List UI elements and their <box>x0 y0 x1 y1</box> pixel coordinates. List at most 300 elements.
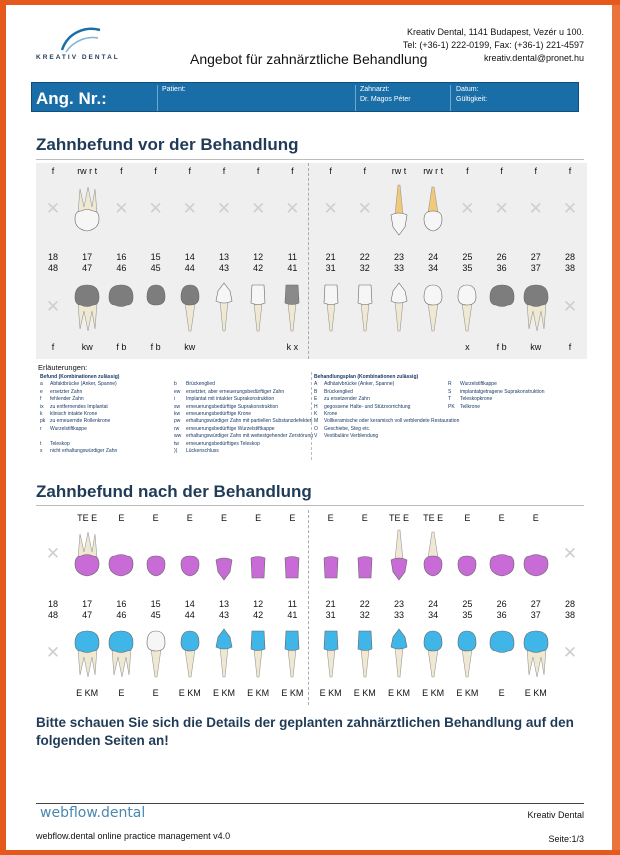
lower-finding-label: kw <box>530 342 542 352</box>
lower-tooth-icon <box>107 281 135 340</box>
lower-tooth-number: 45 <box>150 263 161 273</box>
upper-tooth-number: 24 <box>428 599 439 609</box>
dentist-name: Dr. Magos Péter <box>360 96 411 103</box>
upper-tooth-number: 11 <box>287 599 298 609</box>
legend-findings-code: ix <box>40 403 44 410</box>
upper-finding-label: f <box>363 166 367 176</box>
legend-plan <box>314 374 582 441</box>
legend-findings-code: tw <box>174 440 179 447</box>
patient-field <box>162 85 186 95</box>
lower-tooth-number: 34 <box>428 263 439 273</box>
missing-tooth-mark: ✕ <box>323 199 338 219</box>
dentist-label: Zahnarzt: <box>360 86 390 93</box>
lower-tooth-number: 42 <box>253 610 264 620</box>
legend-plan-text: Adhäsivbrücke (Anker, Spanne) <box>324 381 395 388</box>
legend-plan-row <box>314 381 582 388</box>
legend <box>36 362 582 462</box>
legend-findings-row <box>40 426 310 433</box>
upper-finding-label: f <box>568 166 572 176</box>
lower-finding-label: E KM <box>319 688 342 698</box>
upper-finding-label: TE E <box>77 513 98 523</box>
legend-plan-code: R <box>448 381 452 388</box>
legend-plan-text: Brückenglied <box>324 388 353 395</box>
missing-tooth-mark: ✕ <box>460 199 475 219</box>
upper-tooth-icon <box>351 528 379 587</box>
lower-tooth-icon <box>244 627 272 686</box>
missing-tooth-mark: ✕ <box>285 199 300 219</box>
upper-tooth-icon <box>317 528 345 587</box>
lower-tooth-number: 46 <box>116 610 127 620</box>
legend-plan-text: Wurzelstiftkappe <box>460 381 497 388</box>
lower-tooth-icon <box>351 627 379 686</box>
legend-findings-list <box>40 381 314 455</box>
upper-tooth-icon <box>488 528 516 587</box>
legend-plan-text: Krone <box>324 410 338 417</box>
lower-tooth-icon <box>107 627 135 686</box>
legend-findings-code: pk <box>40 418 46 425</box>
lower-finding-label: E KM <box>178 688 201 698</box>
upper-finding-label: f <box>120 166 123 176</box>
legend-findings-row <box>40 389 310 396</box>
after-title: Zahnbefund nach der Behandlung <box>36 482 312 501</box>
lower-tooth-number: 41 <box>287 263 298 273</box>
legend-findings-text: zu entfernendes Implantat <box>50 403 108 410</box>
missing-tooth-mark: ✕ <box>562 544 578 564</box>
missing-tooth-mark: ✕ <box>251 199 266 219</box>
upper-finding-label: f <box>222 166 226 176</box>
lower-tooth-number: 32 <box>359 610 370 620</box>
banner-divider <box>355 85 356 111</box>
legend-findings-code: ww <box>174 433 182 440</box>
lower-finding-label: E KM <box>422 688 445 698</box>
after-title-rule <box>36 505 584 506</box>
legend-findings-text: erneuerungsbedürftiges Teleskop <box>186 440 260 447</box>
upper-tooth-icon <box>522 528 550 587</box>
lower-tooth-icon <box>73 281 101 340</box>
upper-finding-label: E <box>464 513 471 523</box>
upper-tooth-number: 17 <box>82 252 93 262</box>
upper-tooth-icon <box>210 528 238 587</box>
legend-findings-row <box>40 381 310 388</box>
upper-tooth-number: 13 <box>218 599 229 609</box>
lower-tooth-number: 35 <box>462 610 473 620</box>
page-number: Seite:1/3 <box>548 834 584 844</box>
company-address: Kreativ Dental, 1141 Budapest, Vezér u 100. <box>407 27 584 37</box>
lower-finding-label: E KM <box>247 688 270 698</box>
legend-findings-code: k <box>40 410 43 417</box>
lower-tooth-number: 35 <box>462 263 473 273</box>
lower-finding-label: E KM <box>456 688 479 698</box>
upper-tooth-number: 26 <box>496 599 507 609</box>
legend-plan-text: Geschiebe, Steg etc. <box>324 425 371 432</box>
upper-tooth-icon <box>419 528 447 587</box>
legend-findings-row <box>40 433 314 440</box>
upper-finding-label: E <box>152 513 159 523</box>
upper-finding-label: E <box>361 513 368 523</box>
legend-plan-row <box>314 433 582 440</box>
legend-findings-text: Teleskop <box>50 440 70 447</box>
upper-finding-label: f <box>256 166 260 176</box>
legend-plan-row <box>314 418 582 425</box>
before-title: Zahnbefund vor der Behandlung <box>36 135 299 154</box>
legend-findings-code: b <box>174 381 177 388</box>
legend-findings-row <box>40 418 313 425</box>
lower-tooth-number: 48 <box>47 263 58 273</box>
lower-finding-label: f <box>51 342 55 352</box>
legend-findings-text: Abfaktbrücke (Anker, Spanne) <box>50 381 117 388</box>
upper-tooth-icon <box>176 528 204 587</box>
upper-finding-label: E <box>498 513 505 523</box>
lower-finding-label: E KM <box>281 688 304 698</box>
legend-findings-text: Wurzelstiftkappe <box>50 425 87 432</box>
patient-label: Patient: <box>162 86 186 93</box>
upper-tooth-icon <box>419 183 447 242</box>
footer-rule <box>36 803 584 804</box>
upper-tooth-number: 16 <box>116 599 127 609</box>
lower-finding-label: E KM <box>212 688 235 698</box>
legend-plan-list <box>314 381 582 440</box>
upper-tooth-number: 27 <box>530 252 541 262</box>
lower-tooth-icon <box>351 281 379 340</box>
missing-tooth-mark: ✕ <box>357 199 372 219</box>
legend-findings-code: a <box>40 381 43 388</box>
legend-findings-code: sw <box>174 403 181 410</box>
upper-tooth-number: 11 <box>287 252 298 262</box>
lower-tooth-icon <box>453 281 481 340</box>
upper-finding-label: f <box>534 166 538 176</box>
tooth-chart-before <box>36 163 582 359</box>
webflow-logo: webflow.dental <box>40 805 146 821</box>
legend-findings-text: erneuerungsbedürftige Wurzelstiftkappe <box>186 425 275 432</box>
lower-tooth-icon <box>419 281 447 340</box>
lower-tooth-number: 31 <box>325 610 336 620</box>
upper-finding-label: TE E <box>388 513 409 523</box>
missing-tooth-mark: ✕ <box>528 199 543 219</box>
upper-finding-label: E <box>327 513 334 523</box>
upper-tooth-number: 15 <box>150 599 161 609</box>
upper-finding-label: rw r t <box>423 166 444 176</box>
legend-findings-code: e <box>40 388 43 395</box>
lower-finding-label: x <box>465 342 470 352</box>
lower-tooth-number: 36 <box>496 610 507 620</box>
lower-tooth-icon <box>488 281 516 340</box>
document-title: Angebot für zahnärztliche Behandlung <box>190 51 428 67</box>
upper-finding-label: E <box>186 513 193 523</box>
upper-tooth-number: 21 <box>325 599 336 609</box>
legend-findings-title: Befund (Kombinationen zulässig) <box>40 374 120 380</box>
upper-tooth-number: 28 <box>564 599 575 609</box>
before-title-rule <box>36 159 584 160</box>
upper-finding-label: E <box>289 513 296 523</box>
legend-plan-text: Vestibuläre Verblendung <box>324 433 379 440</box>
upper-finding-label: E <box>255 513 262 523</box>
upper-tooth-icon <box>453 528 481 587</box>
upper-tooth-number: 22 <box>359 599 370 609</box>
lower-tooth-icon <box>176 627 204 686</box>
legend-findings-row <box>40 448 310 455</box>
upper-tooth-number: 25 <box>462 252 473 262</box>
lower-tooth-number: 43 <box>218 263 229 273</box>
upper-tooth-number: 15 <box>150 252 161 262</box>
legend-findings-code: i <box>174 396 176 403</box>
legend-plan-code: A <box>314 381 318 388</box>
lower-tooth-icon <box>317 281 345 340</box>
legend-findings-text: erhaltungswürdiger Zahn mit partiellen Substanzdefekten <box>186 418 313 425</box>
lower-finding-label: E KM <box>76 688 99 698</box>
legend-findings-text: zu erneuernde Rollenkrone <box>50 418 111 425</box>
legend-findings-code: ew <box>174 388 181 395</box>
legend-findings-text: Brückenglied <box>186 381 215 388</box>
banner-divider <box>450 85 451 111</box>
upper-tooth-number: 22 <box>359 252 370 262</box>
footer-product: webflow.dental online practice management v4.0 <box>36 831 231 841</box>
offer-banner <box>31 82 579 112</box>
upper-tooth-icon <box>73 183 101 242</box>
upper-tooth-icon <box>244 528 272 587</box>
lower-tooth-number: 47 <box>82 263 93 273</box>
lower-tooth-number: 44 <box>184 263 195 273</box>
lower-tooth-number: 38 <box>564 263 575 273</box>
valid-label: Gültigkeit: <box>456 96 488 103</box>
missing-tooth-mark: ✕ <box>45 544 61 564</box>
frame-bottom <box>0 850 620 855</box>
lower-tooth-number: 41 <box>287 610 298 620</box>
legend-plan-row <box>314 396 582 403</box>
lower-finding-label: f <box>568 342 572 352</box>
legend-plan-code: E <box>314 396 318 403</box>
missing-tooth-mark: ✕ <box>494 199 509 219</box>
company-email: kreativ.dental@pronet.hu <box>483 53 584 63</box>
missing-tooth-mark: ✕ <box>114 199 129 219</box>
legend-plan-code: O <box>314 425 318 432</box>
upper-finding-label: f <box>154 166 157 176</box>
legend-findings-text: nicht erhaltungswürdiger Zahn <box>50 447 118 454</box>
legend-findings-text: erneuerungsbedürftige Suprakonstruktion <box>186 403 279 410</box>
upper-tooth-number: 25 <box>462 599 473 609</box>
upper-tooth-icon <box>73 528 101 587</box>
missing-tooth-mark: ✕ <box>45 643 61 663</box>
legend-plan-code: T <box>448 396 452 403</box>
legend-findings-row <box>40 441 310 448</box>
company-info <box>403 26 584 65</box>
upper-tooth-icon <box>107 528 135 587</box>
upper-tooth-number: 13 <box>218 252 229 262</box>
frame-right <box>612 0 620 855</box>
date-label: Datum: <box>456 86 479 93</box>
upper-tooth-number: 26 <box>496 252 507 262</box>
lower-finding-label: f b <box>150 342 161 352</box>
legend-findings-text: fehlender Zahn <box>50 396 84 403</box>
upper-finding-label: f <box>329 166 332 176</box>
lower-tooth-icon <box>453 627 481 686</box>
upper-finding-label: E <box>118 513 125 523</box>
upper-finding-label: f <box>500 166 503 176</box>
lower-tooth-number: 43 <box>218 610 229 620</box>
legend-findings-row <box>40 396 310 403</box>
lower-tooth-icon <box>419 627 447 686</box>
missing-tooth-mark: ✕ <box>562 297 578 317</box>
legend-plan-row <box>314 411 582 418</box>
legend-plan-title: Behandlungsplan (Kombinationen zulässig) <box>314 374 419 380</box>
lower-tooth-icon <box>317 627 345 686</box>
legend-findings-text: erneuerungsbedürftige Krone <box>186 410 252 417</box>
legend-plan-code: V <box>314 433 318 440</box>
legend-findings-code: kw <box>174 410 181 417</box>
legend-findings-text: ersetzter, aber erneuerungsbedürftiger Zahn <box>186 388 285 395</box>
upper-tooth-number: 12 <box>253 599 264 609</box>
legend-plan-code: B <box>314 388 318 395</box>
notice-text: Bitte schauen Sie sich die Details der geplanten zahnärztlichen Behandlung auf den folgenden Seiten an! <box>36 715 574 748</box>
lower-finding-label: E <box>118 688 125 698</box>
legend-plan-code: M <box>314 418 319 425</box>
legend-findings-row <box>40 411 310 418</box>
legend-plan-text: implantatgetragene Suprakonstruktion <box>460 388 545 395</box>
lower-tooth-number: 36 <box>496 263 507 273</box>
upper-tooth-number: 14 <box>184 599 195 609</box>
upper-finding-label: E <box>532 513 539 523</box>
missing-tooth-mark: ✕ <box>562 643 578 663</box>
legend-findings-text: Lückenschluss <box>186 447 219 454</box>
legend-findings-code: rw <box>174 425 180 432</box>
legend-heading: Erläuterungen: <box>38 363 88 372</box>
lower-tooth-number: 45 <box>150 610 161 620</box>
logo-text: KREATIV DENTAL <box>36 54 120 61</box>
company-phone: Tel: (+36-1) 222-0199, Fax: (+36-1) 221-4597 <box>402 40 584 50</box>
lower-finding-label: E <box>152 688 159 698</box>
legend-plan-code: S <box>448 388 452 395</box>
lower-tooth-number: 33 <box>393 610 404 620</box>
lower-tooth-number: 47 <box>82 610 93 620</box>
legend-findings-code: )( <box>174 447 178 454</box>
footer-company: Kreativ Dental <box>527 810 584 820</box>
upper-finding-label: f <box>291 166 294 176</box>
upper-tooth-number: 23 <box>393 599 404 609</box>
lower-finding-label: E KM <box>353 688 376 698</box>
lower-finding-label: k x <box>286 342 299 352</box>
lower-tooth-number: 38 <box>564 610 575 620</box>
upper-finding-label: E <box>220 513 227 523</box>
lower-finding-label: kw <box>81 342 93 352</box>
legend-findings-text: Implantat mit intakter Suprakonstruktion <box>186 396 275 403</box>
upper-tooth-number: 18 <box>47 252 58 262</box>
upper-finding-label: TE E <box>423 513 444 523</box>
upper-finding-label: f <box>466 166 469 176</box>
lower-tooth-icon <box>385 627 413 686</box>
lower-tooth-number: 37 <box>530 263 541 273</box>
lower-tooth-number: 37 <box>530 610 541 620</box>
legend-findings <box>40 374 314 455</box>
legend-plan-text: gegossene Halte- und Stützvorrichtung <box>324 403 411 410</box>
offer-number-label: Ang. Nr.: <box>36 89 107 108</box>
lower-tooth-number: 32 <box>359 263 370 273</box>
legend-plan-row <box>314 389 582 396</box>
dentist-field <box>360 85 411 105</box>
upper-finding-label: f <box>51 166 55 176</box>
banner-divider <box>157 85 158 111</box>
lower-tooth-number: 44 <box>184 610 195 620</box>
upper-finding-label: rw r t <box>77 166 98 176</box>
tooth-chart-after <box>36 510 582 705</box>
upper-tooth-icon <box>385 183 413 242</box>
lower-tooth-icon <box>210 281 238 340</box>
lower-tooth-icon <box>210 627 238 686</box>
legend-findings-text: klinisch intakte Krone <box>50 410 98 417</box>
lower-tooth-icon <box>385 281 413 340</box>
upper-tooth-number: 27 <box>530 599 541 609</box>
legend-plan-text: zu ersetzender Zahn <box>324 396 370 403</box>
missing-tooth-mark: ✕ <box>216 199 232 219</box>
lower-tooth-icon <box>73 627 101 686</box>
missing-tooth-mark: ✕ <box>45 297 61 317</box>
upper-finding-label: rw t <box>391 166 407 176</box>
lower-finding-label: E KM <box>524 688 547 698</box>
lower-tooth-number: 42 <box>253 263 264 273</box>
frame-top <box>0 0 620 5</box>
legend-plan-row <box>314 404 582 411</box>
legend-findings-text: ersetzter Zahn <box>50 388 83 395</box>
upper-tooth-number: 24 <box>428 252 439 262</box>
upper-tooth-icon <box>385 528 413 587</box>
lower-tooth-number: 31 <box>325 263 336 273</box>
lower-tooth-number: 34 <box>428 610 439 620</box>
upper-tooth-number: 12 <box>253 252 264 262</box>
lower-tooth-icon <box>142 627 170 686</box>
legend-plan-text: Teilkrone <box>460 403 481 410</box>
date-field <box>456 85 487 105</box>
lower-finding-label: E KM <box>387 688 410 698</box>
lower-tooth-icon <box>244 281 272 340</box>
legend-findings-code: pw <box>174 418 181 425</box>
missing-tooth-mark: ✕ <box>562 199 578 219</box>
lower-tooth-number: 48 <box>47 610 58 620</box>
lower-tooth-icon <box>278 627 306 686</box>
legend-plan-code: PK <box>448 403 455 410</box>
upper-tooth-number: 14 <box>184 252 195 262</box>
lower-finding-label: E <box>498 688 505 698</box>
legend-plan-code: H <box>314 403 318 410</box>
legend-findings-code: f <box>40 396 42 403</box>
legend-divider <box>311 372 312 460</box>
upper-tooth-number: 18 <box>47 599 58 609</box>
lower-tooth-number: 33 <box>393 263 404 273</box>
legend-findings-text: erhaltungswürdiger Zahn mit weitestgehender Zerstörung <box>186 433 314 440</box>
lower-finding-label: f b <box>116 342 127 352</box>
lower-tooth-icon <box>142 281 170 340</box>
frame-left <box>0 0 6 855</box>
upper-tooth-icon <box>278 528 306 587</box>
legend-findings-code: t <box>40 440 42 447</box>
lower-tooth-icon <box>488 627 516 686</box>
missing-tooth-mark: ✕ <box>45 199 61 219</box>
missing-tooth-mark: ✕ <box>148 199 163 219</box>
legend-plan-text: Vollkeramische oder keramisch voll verblendete Restauration <box>324 418 460 425</box>
legend-findings-row <box>40 404 310 411</box>
upper-finding-label: f <box>188 166 192 176</box>
legend-plan-row <box>314 426 582 433</box>
legend-plan-text: Teleskopkrone <box>460 396 493 403</box>
upper-tooth-number: 28 <box>564 252 575 262</box>
lower-finding-label: f b <box>496 342 507 352</box>
lower-tooth-number: 46 <box>116 263 127 273</box>
legend-plan-code: K <box>314 410 318 417</box>
upper-tooth-icon <box>142 528 170 587</box>
upper-tooth-number: 23 <box>393 252 404 262</box>
lower-finding-label: kw <box>184 342 196 352</box>
lower-tooth-icon <box>278 281 306 340</box>
legend-findings-code: x <box>40 447 43 454</box>
legend-findings-code: r <box>40 425 42 432</box>
lower-tooth-icon <box>522 627 550 686</box>
